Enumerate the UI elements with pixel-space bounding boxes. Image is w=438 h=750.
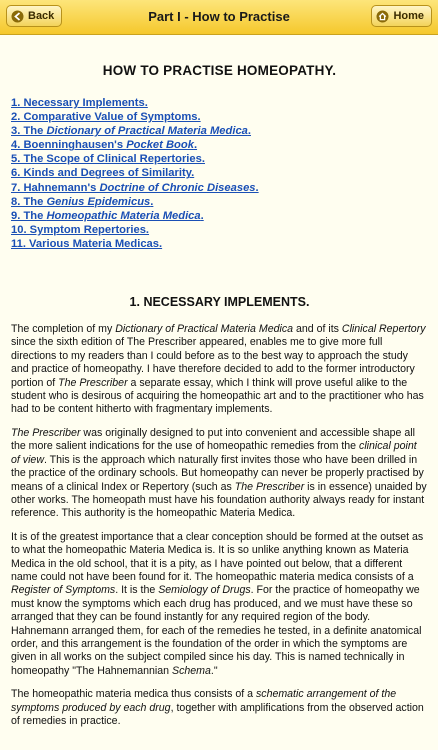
paragraph: The Prescriber was originally designed to put into convenient and accessible shape all the more salient indications for the use of homeopathic remedies from the clinical point of view. This is the approach which naturally first invites those who have been drilled in the practice of the ordinary schools. But homeopathy can never be properly practised by means of a clinical Index or Repertory (such as The Prescriber is in essence) unaided by other works. The homeopath must have his foundation authority always ready for instant reference. This authority is the homeopathic Materia Medica. [11,426,427,520]
toc-link[interactable]: 8. The Genius Epidemicus. [11,195,154,208]
toc-link[interactable]: 9. The Homeopathic Materia Medica. [11,209,204,222]
table-of-contents [11,96,428,251]
toc-link[interactable]: 1. Necessary Implements. [11,97,148,109]
toc-link[interactable]: 7. Hahnemann's Doctrine of Chronic Diseases. [11,181,259,194]
toc-link[interactable]: 11. Various Materia Medicas. [11,237,163,250]
toc-link[interactable]: 6. Kinds and Degrees of Similarity. [11,167,195,180]
home-button[interactable] [371,5,432,27]
back-label: Back [28,10,55,22]
paragraph: The homeopathic materia medica thus consists of a schematic arrangement of the symptoms produced by each drug, together with amplifications from the observed action of remedies in practice. [11,688,424,727]
toc-link[interactable]: 4. Boenninghausen's Pocket Book. [11,139,198,152]
toc-link[interactable]: 2. Comparative Value of Symptoms. [11,111,201,124]
home-icon [376,10,389,23]
page-title: Part I - How to Practise [148,9,290,24]
toc-link[interactable]: 10. Symptom Repertories. [11,223,150,236]
document-body [0,63,438,728]
nav-bar [0,0,438,35]
toc-link[interactable]: 5. The Scope of Clinical Repertories. [11,153,205,166]
paragraph: The completion of my Dictionary of Practical Materia Medica and of its Clinical Repertory since the sixth edition of The Prescriber appeared, enables me to give more full directions to my readers than I could before as to the best way to approach the study and practice of homeopathy. I have therefore decided to add to the former introductory portion of The Prescriber a separate essay, which I think will prove useful alike to the student who is desirous of acquiring the homeopathic art and to the practitioner who has had to be content hitherto with fragmentary implements. [11,323,426,416]
document-heading: HOW TO PRACTISE HOMEOPATHY. [102,63,337,78]
section-heading: 1. NECESSARY IMPLEMENTS. [129,295,310,310]
home-label: Home [393,10,424,22]
toc-link[interactable]: 3. The Dictionary of Practical Materia Medica. [11,125,251,138]
paragraph: It is of the greatest importance that a clear conception should be formed at the outset as to what the homeopathic Materia Medica is. It is so unlike anything known as Materia Medica in the old school, that it is a pity, as I have pointed out below, that a different name could not have been found for it. The homeopathic materia medica consists of a Register of Symptoms. It is the Semiology of Drugs. For the practice of homeopathy we must know the symptoms which each drug has produced, and we must have these so arranged that they can be found instantly for any required region of the body. Hahnemann arranged them, for each of the remedies he tested, in a definite anatomical order, and this arrangement is the foundation of the order in which the symptoms are given in all works on the subject compiled since his day. This is named technically in homeopathy "The Hahnemannian Schema." [11,530,424,677]
section-text [11,323,428,728]
